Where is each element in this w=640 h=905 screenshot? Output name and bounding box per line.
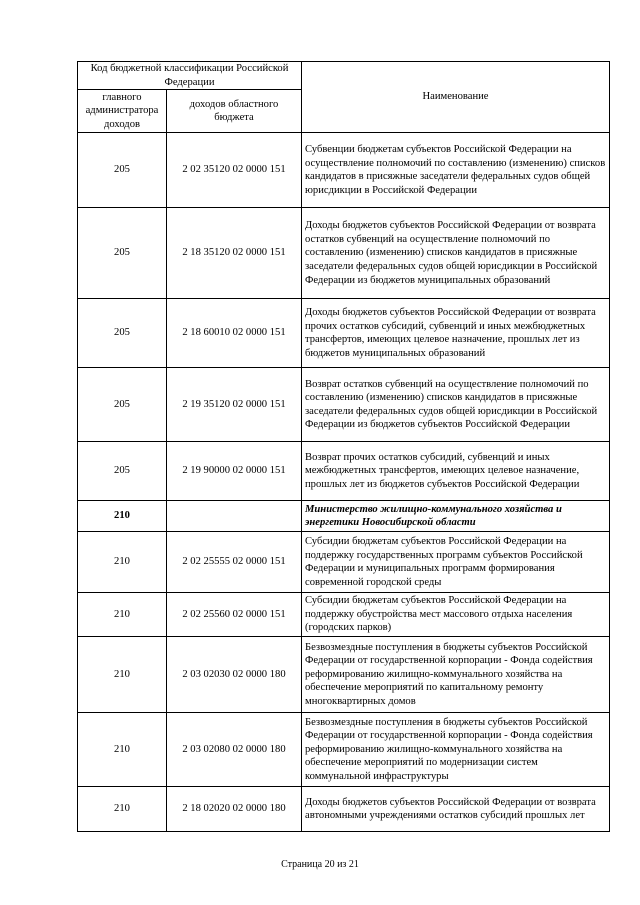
table-row (78, 593, 610, 637)
code-cell: 2 03 02080 02 0000 180 (167, 713, 302, 787)
table-row (78, 787, 610, 832)
name-cell: Доходы бюджетов субъектов Российской Федерации от возврата автономными учреждениями остатков субсидий прошлых лет (302, 787, 610, 832)
header-admin: главного администратора доходов (78, 90, 167, 133)
name-cell: Возврат прочих остатков субсидий, субвенций и иных межбюджетных трансфертов, имеющих целевое назначение, прошлых лет из бюджетов субъектов Российской Федерации (302, 442, 610, 501)
code-cell: 2 19 90000 02 0000 151 (167, 442, 302, 501)
code-cell: 2 18 60010 02 0000 151 (167, 299, 302, 368)
name-cell: Возврат остатков субвенций на осуществление полномочий по составлению (изменению) списков кандидатов в присяжные заседатели федеральных судов общей юрисдикции в Российской Федерации из бюджетов субъектов Российской Федерации (302, 368, 610, 442)
page-number: Страница 20 из 21 (281, 859, 359, 870)
table-row (78, 208, 610, 299)
code-cell (167, 501, 302, 532)
admin-cell: 205 (78, 133, 167, 208)
table-row (78, 713, 610, 787)
header-group-title: Код бюджетной классификации Российской Федерации (78, 62, 302, 90)
name-cell: Безвозмездные поступления в бюджеты субъектов Российской Федерации от государственной корпорации - Фонда содействия реформированию жилищно-коммунального хозяйства на обеспечение мероприятий по модернизации систем коммунальной инфраструктуры (302, 713, 610, 787)
code-cell: 2 02 25555 02 0000 151 (167, 532, 302, 593)
name-cell: Доходы бюджетов субъектов Российской Федерации от возврата остатков субвенций на осуществление полномочий по составлению (изменению) списков кандидатов в присяжные заседатели федеральных судов общей юрисдикции в Российской Федерации из бюджетов муниципальных образований (302, 208, 610, 299)
admin-cell: 210 (78, 637, 167, 713)
budget-classification-table (77, 61, 610, 832)
admin-cell: 210 (78, 713, 167, 787)
name-cell: Субвенции бюджетам субъектов Российской Федерации на осуществление полномочий по составлению (изменению) списков кандидатов в присяжные заседатели федеральных судов общей юрисдикции в Российской Федерации (302, 133, 610, 208)
table-row (78, 637, 610, 713)
admin-cell: 205 (78, 299, 167, 368)
code-cell: 2 19 35120 02 0000 151 (167, 368, 302, 442)
code-cell: 2 18 02020 02 0000 180 (167, 787, 302, 832)
admin-cell: 205 (78, 368, 167, 442)
code-cell: 2 03 02030 02 0000 180 (167, 637, 302, 713)
code-cell: 2 02 25560 02 0000 151 (167, 593, 302, 637)
code-cell: 2 02 35120 02 0000 151 (167, 133, 302, 208)
table-row (78, 442, 610, 501)
code-cell: 2 18 35120 02 0000 151 (167, 208, 302, 299)
name-cell: Субсидии бюджетам субъектов Российской Федерации на поддержку обустройства мест массового отдыха населения (городских парков) (302, 593, 610, 637)
ministry-row (78, 501, 610, 532)
header-code: доходов областного бюджета (167, 90, 302, 133)
header-name: Наименование (302, 62, 610, 133)
header-row-top (78, 62, 610, 90)
ministry-name-cell: Министерство жилищно-коммунального хозяйства и энергетики Новосибирской области (302, 501, 610, 532)
name-cell: Безвозмездные поступления в бюджеты субъектов Российской Федерации от государственной корпорации - Фонда содействия реформированию жилищно-коммунального хозяйства на обеспечение мероприятий по капитальному ремонту многоквартирных домов (302, 637, 610, 713)
admin-cell: 210 (78, 787, 167, 832)
admin-cell: 210 (78, 593, 167, 637)
admin-cell: 205 (78, 208, 167, 299)
name-cell: Доходы бюджетов субъектов Российской Федерации от возврата прочих остатков субсидий, субвенций и иных межбюджетных трансфертов, имеющих целевое назначение, прошлых лет из бюджетов муниципальных образований (302, 299, 610, 368)
name-cell: Субсидии бюджетам субъектов Российской Федерации на поддержку государственных программ субъектов Российской Федерации и муниципальных программ формирования современной городской среды (302, 532, 610, 593)
table-row (78, 133, 610, 208)
admin-cell: 210 (78, 501, 167, 532)
table-row (78, 368, 610, 442)
table-row (78, 532, 610, 593)
table-row (78, 299, 610, 368)
admin-cell: 205 (78, 442, 167, 501)
admin-cell: 210 (78, 532, 167, 593)
